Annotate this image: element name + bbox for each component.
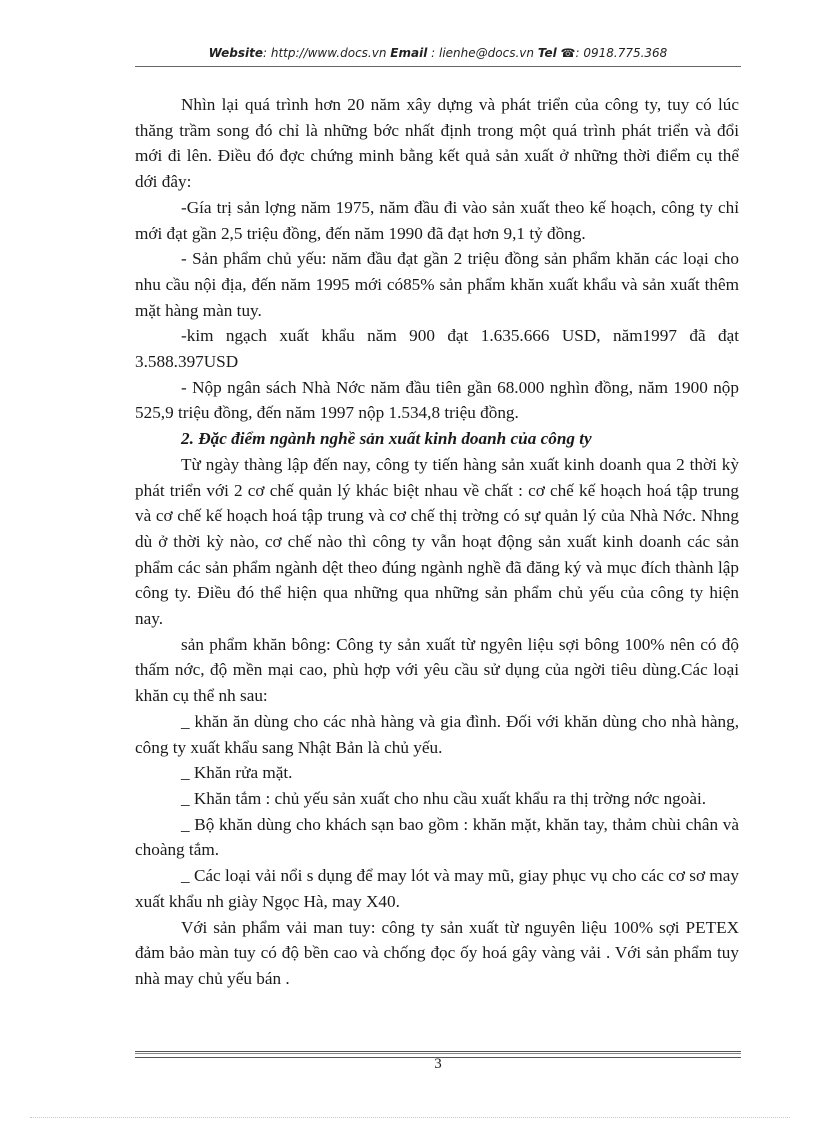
list-item: _ Khăn rửa mặt. bbox=[181, 763, 293, 783]
list-item: _ Bộ khăn dùng cho khách sạn bao gồm : khăn mặt, khăn tay, thảm chùi chân và choàng tắm. bbox=[135, 814, 739, 860]
paragraph: -Gía trị sản lợng năm 1975, năm đầu đi vào sản xuất theo kế hoạch, công ty chỉ mới đạt gần 2,5 triệu đồng, đến năm 1990 đã đạt hơn 9,1 tỷ đồng. bbox=[135, 197, 739, 243]
paragraph: Với sản phẩm vải man tuy: công ty sản xuất từ nguyên liệu 100% sợi PETEX đảm bảo màn tuy có độ bền cao và chống đọc ốy hoá gây vàng vải . Với sản phẩm tuy nhà may chủ yếu bán . bbox=[135, 917, 739, 988]
paragraph: -kim ngạch xuất khẩu năm 900 đạt 1.635.666 USD, năm1997 đã đạt 3.588.397USD bbox=[135, 326, 739, 372]
email-label: Email bbox=[390, 46, 428, 60]
header-divider bbox=[135, 66, 741, 67]
list-item: _ khăn ăn dùng cho các nhà hàng và gia đình. Đối với khăn dùng cho nhà hàng, công ty xuất khẩu sang Nhật Bản là chủ yếu. bbox=[135, 711, 739, 757]
paragraph: - Nộp ngân sách Nhà Nớc năm đầu tiên gần 68.000 nghìn đồng, năm 1900 nộp 525,9 triệu đồng, đến năm 1997 nộp 1.534,8 triệu đồng. bbox=[135, 377, 739, 423]
paragraph: Từ ngày thàng lập đến nay, công ty tiến hàng sản xuất kinh doanh qua 2 thời kỳ phát triển với 2 cơ chế quản lý khác biệt nhau về chất : cơ chế kế hoạch hoá tập trung và cơ chế kế hoạch hoá tập trung và cơ chế thị trờng có sự quản lý của Nhà Nớc. Nhng dù ở thời kỳ nào, cơ chế nào thì công ty vẫn hoạt động sản xuất kinh doanh các sản phẩm các sản phẩm ngành dệt theo đúng ngành nghề đã đăng ký và mục đích thành lập công ty. Điều đó thể hiện qua những qua những sản phẩm chủ yếu của công ty hiện nay. bbox=[135, 454, 739, 629]
page-edge-dotted-line bbox=[30, 1117, 790, 1118]
tel-value: : 0918.775.368 bbox=[575, 46, 668, 60]
section-heading: 2. Đặc điểm ngành nghề sản xuất kinh doanh của công ty bbox=[181, 429, 592, 449]
telephone-icon: ☎ bbox=[560, 46, 576, 60]
website-label: Website bbox=[208, 46, 263, 60]
list-item: _ Các loại vải nổi s dụng để may lót và may mũ, giay phục vụ cho các cơ sơ may xuất khẩu nh giày Ngọc Hà, may X40. bbox=[135, 866, 739, 911]
paragraph: Nhìn lại quá trình hơn 20 năm xây dựng và phát triển của công ty, tuy có lúc thăng trầm song đó chỉ là những bớc nhất định trong một quá trình phát triển và đổi mới đi lên. Điều đó đợc chứng minh bằng kết quả sản xuất ở những thời điểm cụ thể dới đây: bbox=[135, 95, 739, 192]
email-value: : lienhe@docs.vn bbox=[431, 46, 534, 60]
page-header bbox=[135, 46, 741, 60]
document-body bbox=[135, 92, 739, 992]
website-value: : http://www.docs.vn bbox=[263, 46, 387, 60]
tel-label: Tel bbox=[537, 46, 557, 60]
list-item: _ Khăn tắm : chủ yếu sản xuất cho nhu cầu xuất khẩu ra thị trờng nớc ngoài. bbox=[181, 788, 707, 808]
paragraph: sản phẩm khăn bông: Công ty sản xuất từ ngyên liệu sợi bông 100% nên có độ thấm nớc, độ mền mại cao, phù hợp với yêu cầu sử dụng của ngời tiêu dùng.Các loại khăn cụ thể nh sau: bbox=[135, 634, 739, 706]
page-number: 3 bbox=[434, 1056, 442, 1072]
paragraph: - Sản phẩm chủ yếu: năm đầu đạt gần 2 triệu đồng sản phẩm khăn các loại cho nhu cầu nội địa, đến năm 1995 mới có85% sản phẩm khăn xuất khẩu và sản xuất thêm mặt hàng màn tuy. bbox=[135, 249, 739, 320]
